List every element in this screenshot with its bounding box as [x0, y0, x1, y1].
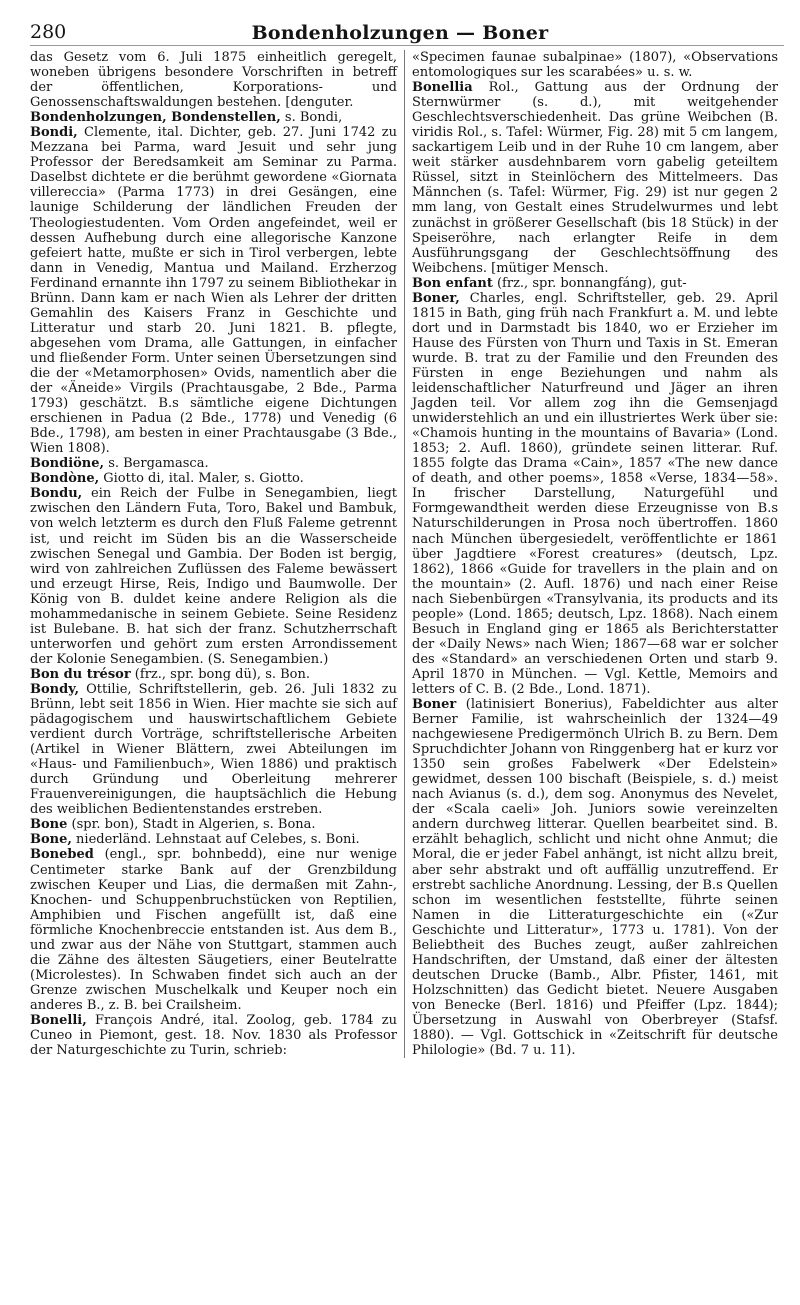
dictionary-entry [412, 291, 778, 697]
dictionary-entry [30, 832, 397, 847]
entry-text: ein Reich der Fulbe in Senegambien, liegt zwischen den Ländern Futa, Toro, Bakel und Bambuk, von welch letzterm es durch den Fluß Faleme getrennt ist, und reicht im Süden bis an die Wasserscheide zwischen Senegal und Gambia. Der Boden ist bergig, wird von zahlreichen Zuflüssen des Faleme bewässert und erzeugt Hirse, Reis, Indigo und Baumwolle. Der König von B. duldet keine andere Religion als die mohammedanische in seinem Gebiete. Seine Residenz ist Bulebane. B. hat sich der franz. Schutzherrschaft unterworfen und gehört zum ersten Arrondissement der Kolonie Senegambien. (S. Senegambien.) [30, 486, 397, 667]
dictionary-entry [412, 276, 778, 291]
entry-headword: Bondi, [30, 125, 78, 141]
dictionary-entry [30, 682, 397, 817]
entry-headword: Bone [30, 817, 68, 833]
entry-headword: Boner [412, 697, 457, 713]
entry-headword: Boner, [412, 290, 460, 306]
entry-text: (spr. bon), Stadt in Algerien, s. Bona. [67, 817, 316, 833]
entry-headword: Bon du trésor [30, 666, 131, 682]
entry-text: Rol., Gattung aus der Ordnung der Sternwürmer (s. d.), mit weitgehender Geschlechtsverschiedenheit. Das grüne Weibchen (B. viridis Rol., s. Tafel: Würmer, Fig. 28) mit 5 cm langem, sackartigem Leib und in der Ruhe 10 cm langem, aber weit stärker ausdehnbarem vorn gabelig geteiltem Rüssel, sitzt in Steinlöchern des Mittelmeers. Das Männchen (s. Tafel: Würmer, Fig. 29) ist nur gegen 2 mm lang, von Gestalt eines Strudelwurmes und lebt zunächst in größerer Gesellschaft (bis 18 Stück) in der Speiseröhre, nach erlangter Reife in dem Ausführungsgang der Geschlechtsöffnung des Weibchens. [mütiger Mensch. [412, 80, 778, 276]
entry-text: Ottilie, Schriftstellerin, geb. 26. Juli 1832 zu Brünn, lebt seit 1856 in Wien. Hier machte sie sich auf pädagogischem und hauswirtschaftlichem Gebiete verdient durch Vorträge, schriftstellerische Arbeiten (Artikel in Wiener Blättern, zwei Abteilungen im «Haus- und Familienbuch», Wien 1886) und praktisch durch Gründung und Oberleitung mehrerer Frauenvereinigungen, die hauptsächlich die Hebung des weiblichen Bedientenstandes erstreben. [30, 681, 397, 818]
dictionary-entry [30, 110, 397, 125]
entry-headword: Bondenholzungen, Bondenstellen, [30, 110, 281, 126]
entry-text: Charles, engl. Schriftsteller, geb. 29. April 1815 in Bath, ging früh nach Frankfurt a. M. und lebte dort und in Darmstadt bis 1840, wo er Erzieher im Hause des Fürsten von Thurn und Taxis in St. Emeran wurde. B. trat zu der Familie und den Freunden des Fürsten in enge Beziehungen und nahm als leidenschaftlicher Naturfreund und Jäger an ihren Jagden teil. Vor allem zog ihn die Gemsenjagd unwiderstehlich an und ein illustriertes Werk über sie: «Chamois hunting in the mountains of Bavaria» (Lond. 1853; 2. Aufl. 1860), gründete seinen litterar. Ruf. 1855 folgte das Drama «Cain», 1857 «The new dance of death, and other poems», 1858 «Verse, 1834—58». In frischer Darstellung, Naturgefühl und Formgewandtheit werden diese Erzeugnisse von B.s Naturschilderungen in Prosa noch übertroffen. 1860 nach München übergesiedelt, veröffentlichte er 1861 über Jagdtiere «Forest creatures» (deutsch, Lpz. 1862), 1866 «Guide for travellers in the plain and on the mountain» (2. Aufl. 1876) und nach einer Reise nach Siebenbürgen «Transylvania, its products and its people» (Lond. 1865; deutsch, Lpz. 1868). Nach einem Besuch in England ging er 1865 als Berichterstatter der «Daily News» nach Wien; 1867—68 war er solcher des «Standard» an verschiedenen Orten und starb 9. April 1870 in München. — Vgl. Kettle, Memoirs and letters of C. B. (2 Bde., Lond. 1871). [412, 290, 778, 697]
entry-text: (latinisiert Bonerius), Fabeldichter aus alter Berner Familie, ist wahrscheinlich der 1324—49 nachgewiesene Predigermönch Ulrich B. zu Bern. Dem Spruchdichter Johann von Ringgenberg hat er kurz vor 1350 sein großes Fabelwerk «Der Edelstein» gewidmet, dessen 100 bischaft (Beispiele, s. d.) meist nach Avianus (s. d.), dem sog. Anonymus des Nevelet, der «Scala caeli» Joh. Juniors sowie vereinzelten andern durchweg litterar. Quellen bearbeitet sind. B. erzählt behaglich, schlicht und nicht ohne Anmut; die Moral, die er jeder Fabel anhängt, ist nicht allzu breit, aber sehr abstrakt und oft auffällig unzutreffend. Er erstrebt sachliche Anordnung. Lessing, der B.s Quellen schon im wesentlichen feststellte, führte seinen Namen in die Litteraturgeschichte ein («Zur Geschichte und Litteratur», 1773 u. 1781). Von der Beliebtheit des Buches zeugt, außer zahlreichen Handschriften, der Umstand, daß einer der ältesten deutschen Drucke (Bamb., Albr. Pfister, 1461, mit Holzschnitten) das Gedicht bietet. Neuere Ausgaben von Benecke (Berl. 1816) und Pfeiffer (Lpz. 1844); Übersetzung in Auswahl von Oberbreyer (Stafsf. 1880). — Vgl. Gottschick in «Zeitschrift für deutsche Philologie» (Bd. 7 u. 11). [412, 697, 778, 1059]
entry-headword: Bonellia [412, 80, 473, 96]
entry-text: s. Bondi, [280, 110, 343, 126]
left-column [30, 50, 404, 1058]
dictionary-entry [30, 456, 397, 471]
entry-headword: Bondiöne, [30, 456, 105, 472]
entry-text: (engl., spr. bohnbedd), eine nur wenige Centimeter starke Bank auf der Grenzbildung zwischen Keuper und Lias, die dermaßen mit Zahn-, Knochen- und Schuppenbruchstücken von Reptilien, Amphibien und Fischen angefüllt ist, daß eine förmliche Knochenbreccie entstanden ist. Aus dem B., und zwar aus der Nähe von Stuttgart, stammen auch die Zähne des ältesten Säugetiers, einer Beutelratte (Microlestes). In Schwaben findet sich auch an der Grenze zwischen Muschelkalk und Keuper noch ein anderes B., z. B. bei Crailsheim. [30, 847, 397, 1013]
entry-text: Giotto di, ital. Maler, s. Giotto. [99, 471, 304, 487]
running-title: Bondenholzungen — Boner [251, 22, 549, 44]
entry-text: (frz., spr. bong dü), s. Bon. [130, 666, 311, 682]
entry-text: das Gesetz vom 6. Juli 1875 einheitlich geregelt, woneben übrigens besondere Vorschriften in betreff der öffentlichen, Korporations- und Genossenschaftswaldungen bestehen. [denguter. [30, 50, 397, 111]
entry-headword: Bondòne, [30, 471, 100, 487]
dictionary-entry [30, 50, 397, 110]
dictionary-entry [30, 667, 397, 682]
dictionary-entry [30, 486, 397, 667]
entry-headword: Bondy, [30, 681, 80, 697]
entry-headword: Bonelli, [30, 1013, 87, 1028]
page-number: 280 [30, 21, 67, 43]
dictionary-entry [412, 697, 778, 1058]
right-column [404, 50, 778, 1058]
entry-text: (frz., spr. bonnangfáng), gut- [492, 275, 687, 291]
dictionary-entry [412, 50, 778, 80]
dictionary-entry [30, 1013, 397, 1058]
entry-headword: Bonebed [30, 847, 94, 863]
dictionary-entry [30, 471, 397, 486]
entry-text: Clemente, ital. Dichter, geb. 27. Juni 1742 zu Mezzana bei Parma, ward Jesuit und sehr jung Professor der Beredsamkeit am Seminar zu Parma. Daselbst dichtete er die berühmt gewordene «Giornata villereccia» (Parma 1773) in drei Gesängen, eine launige Schilderung der ländlichen Freuden der Theologiestudenten. Vom Orden angefeindet, weil er dessen Aufhebung durch eine allegorische Kanzone gefeiert hatte, mußte er sich in Tirol verbergen, lebte dann in Venedig, Mantua und Mailand. Erzherzog Ferdinand ernannte ihn 1797 zu seinem Bibliothekar in Brünn. Dann kam er nach Wien als Lehrer der dritten Gemahlin des Kaisers Franz in Geschichte und Litteratur und starb 20. Juni 1821. B. pflegte, abgesehen vom Drama, alle Gattungen, in einfacher und fließender Form. Unter seinen Übersetzungen sind die der «Metamorphosen» Ovids, namentlich aber die der «Äneide» Virgils (Prachtausgabe, 2 Bde., Parma 1793) geschätzt. B.s sämtliche eigene Dichtungen erschienen in Padua (2 Bde., 1778) und Venedig (6 Bde., 1798), am besten in einer Prachtausgabe (3 Bde., Wien 1808). [30, 125, 397, 457]
dictionary-entry [30, 125, 397, 456]
dictionary-entry [30, 817, 397, 832]
entry-headword: Bone, [30, 832, 72, 848]
entry-headword: Bon enfant [412, 275, 493, 291]
dictionary-entry [412, 80, 778, 276]
text-columns [30, 50, 784, 1058]
entry-text: niederländ. Lehnstaat auf Celebes, s. Boni. [71, 832, 360, 848]
entry-text: François André, ital. Zoolog, geb. 1784 zu Cuneo in Piemont, gest. 18. Nov. 1830 als Professor der Naturgeschichte zu Turin, schrieb: [30, 1013, 397, 1059]
dictionary-entry [30, 847, 397, 1013]
entry-text: s. Bergamasca. [104, 456, 209, 472]
entry-text: «Specimen faunae subalpinae» (1807), «Observations entomologiques sur les scarabées» u. s. w. [412, 50, 778, 81]
entry-headword: Bondu, [30, 486, 83, 502]
